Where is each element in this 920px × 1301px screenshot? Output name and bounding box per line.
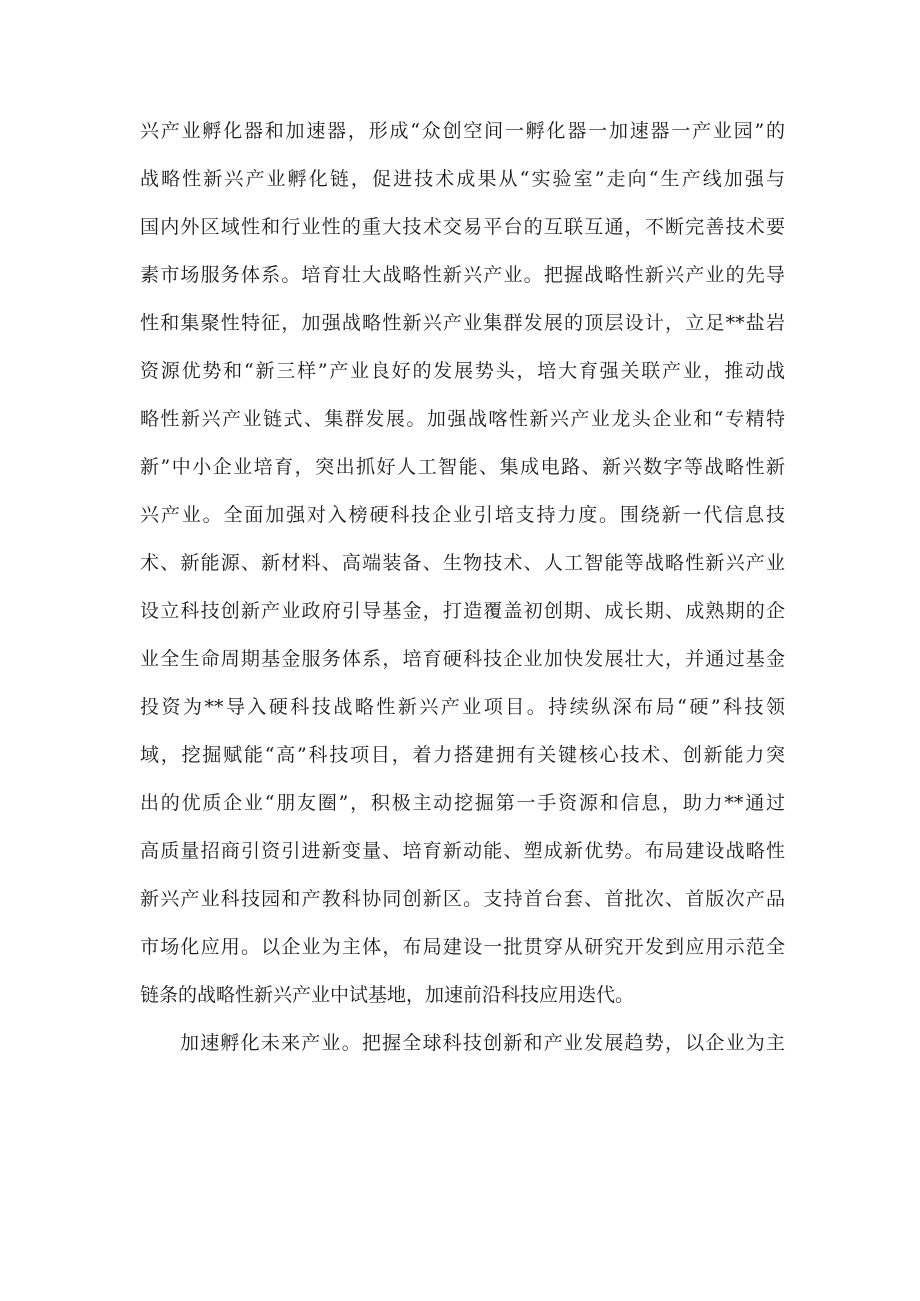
paragraph-1-line-2: 战略性新兴产业孵化链，促进技术成果从“实验室”走向“生产线加强与 [140, 168, 785, 190]
paragraph-1-line-13: 投资为**导入硬科技战略性新兴产业项目。持续纵深布局“硬”科技领 [140, 696, 785, 718]
paragraph-1-line-14: 域，挖掘赋能“高”科技项目，着力搭建拥有关键核心技术、创新能力突 [140, 744, 785, 766]
paragraph-1-line-7: 略性新兴产业链式、集群发展。加强战喀性新兴产业龙头企业和“专精特 [140, 408, 785, 430]
paragraph-1-line-11: 设立科技创新产业政府引导基金，打造覆盖初创期、成长期、成熟期的企 [140, 600, 785, 622]
paragraph-1-line-12: 业全生命周期基金服务体系，培育硬科技企业加快发展壮大，并通过基金 [140, 648, 785, 670]
paragraph-1-line-15: 出的优质企业“朋友圈”，积极主动挖掘第一手资源和信息，助力**通过 [140, 792, 785, 814]
paragraph-1-line-16: 高质量招商引资引进新变量、培育新动能、塑成新优势。布局建设战略性 [140, 840, 785, 862]
paragraph-1-line-18: 市场化应用。以企业为主体，布局建设一批贯穿从研究开发到应用示范全 [140, 936, 785, 958]
paragraph-1-line-8: 新”中小企业培育，突出抓好人工智能、集成电路、新兴数字等战略性新 [140, 456, 785, 478]
paragraph-1-line-1: 兴产业孵化器和加速器，形成“众创空间一孵化器一加速器一产业园”的 [140, 120, 785, 142]
paragraph-1-line-9: 兴产业。全面加强对入榜硬科技企业引培支持力度。围绕新一代信息技 [140, 504, 785, 526]
paragraph-1-line-6: 资源优势和“新三样”产业良好的发展势头，培大育强关联产业，推动战 [140, 360, 785, 382]
paragraph-1-line-19: 链条的战略性新兴产业中试基地，加速前沿科技应用迭代。 [140, 984, 635, 1006]
paragraph-1-line-3: 国内外区域性和行业性的重大技术交易平台的互联互通，不断完善技术要 [140, 216, 785, 238]
paragraph-1-line-5: 性和集聚性特征，加强战略性新兴产业集群发展的顶层设计，立足**盐岩 [140, 312, 785, 334]
paragraph-1-line-10: 术、新能源、新材料、高端装备、生物技术、人工智能等战略性新兴产业 [140, 552, 785, 574]
paragraph-1-line-17: 新兴产业科技园和产教科协同创新区。支持首台套、首批次、首版次产品 [140, 888, 785, 910]
paragraph-2-line-1: 加速孵化未来产业。把握全球科技创新和产业发展趋势，以企业为主 [180, 1032, 785, 1054]
paragraph-1-line-4: 素市场服务体系。培育壮大战略性新兴产业。把握战略性新兴产业的先导 [140, 264, 785, 286]
